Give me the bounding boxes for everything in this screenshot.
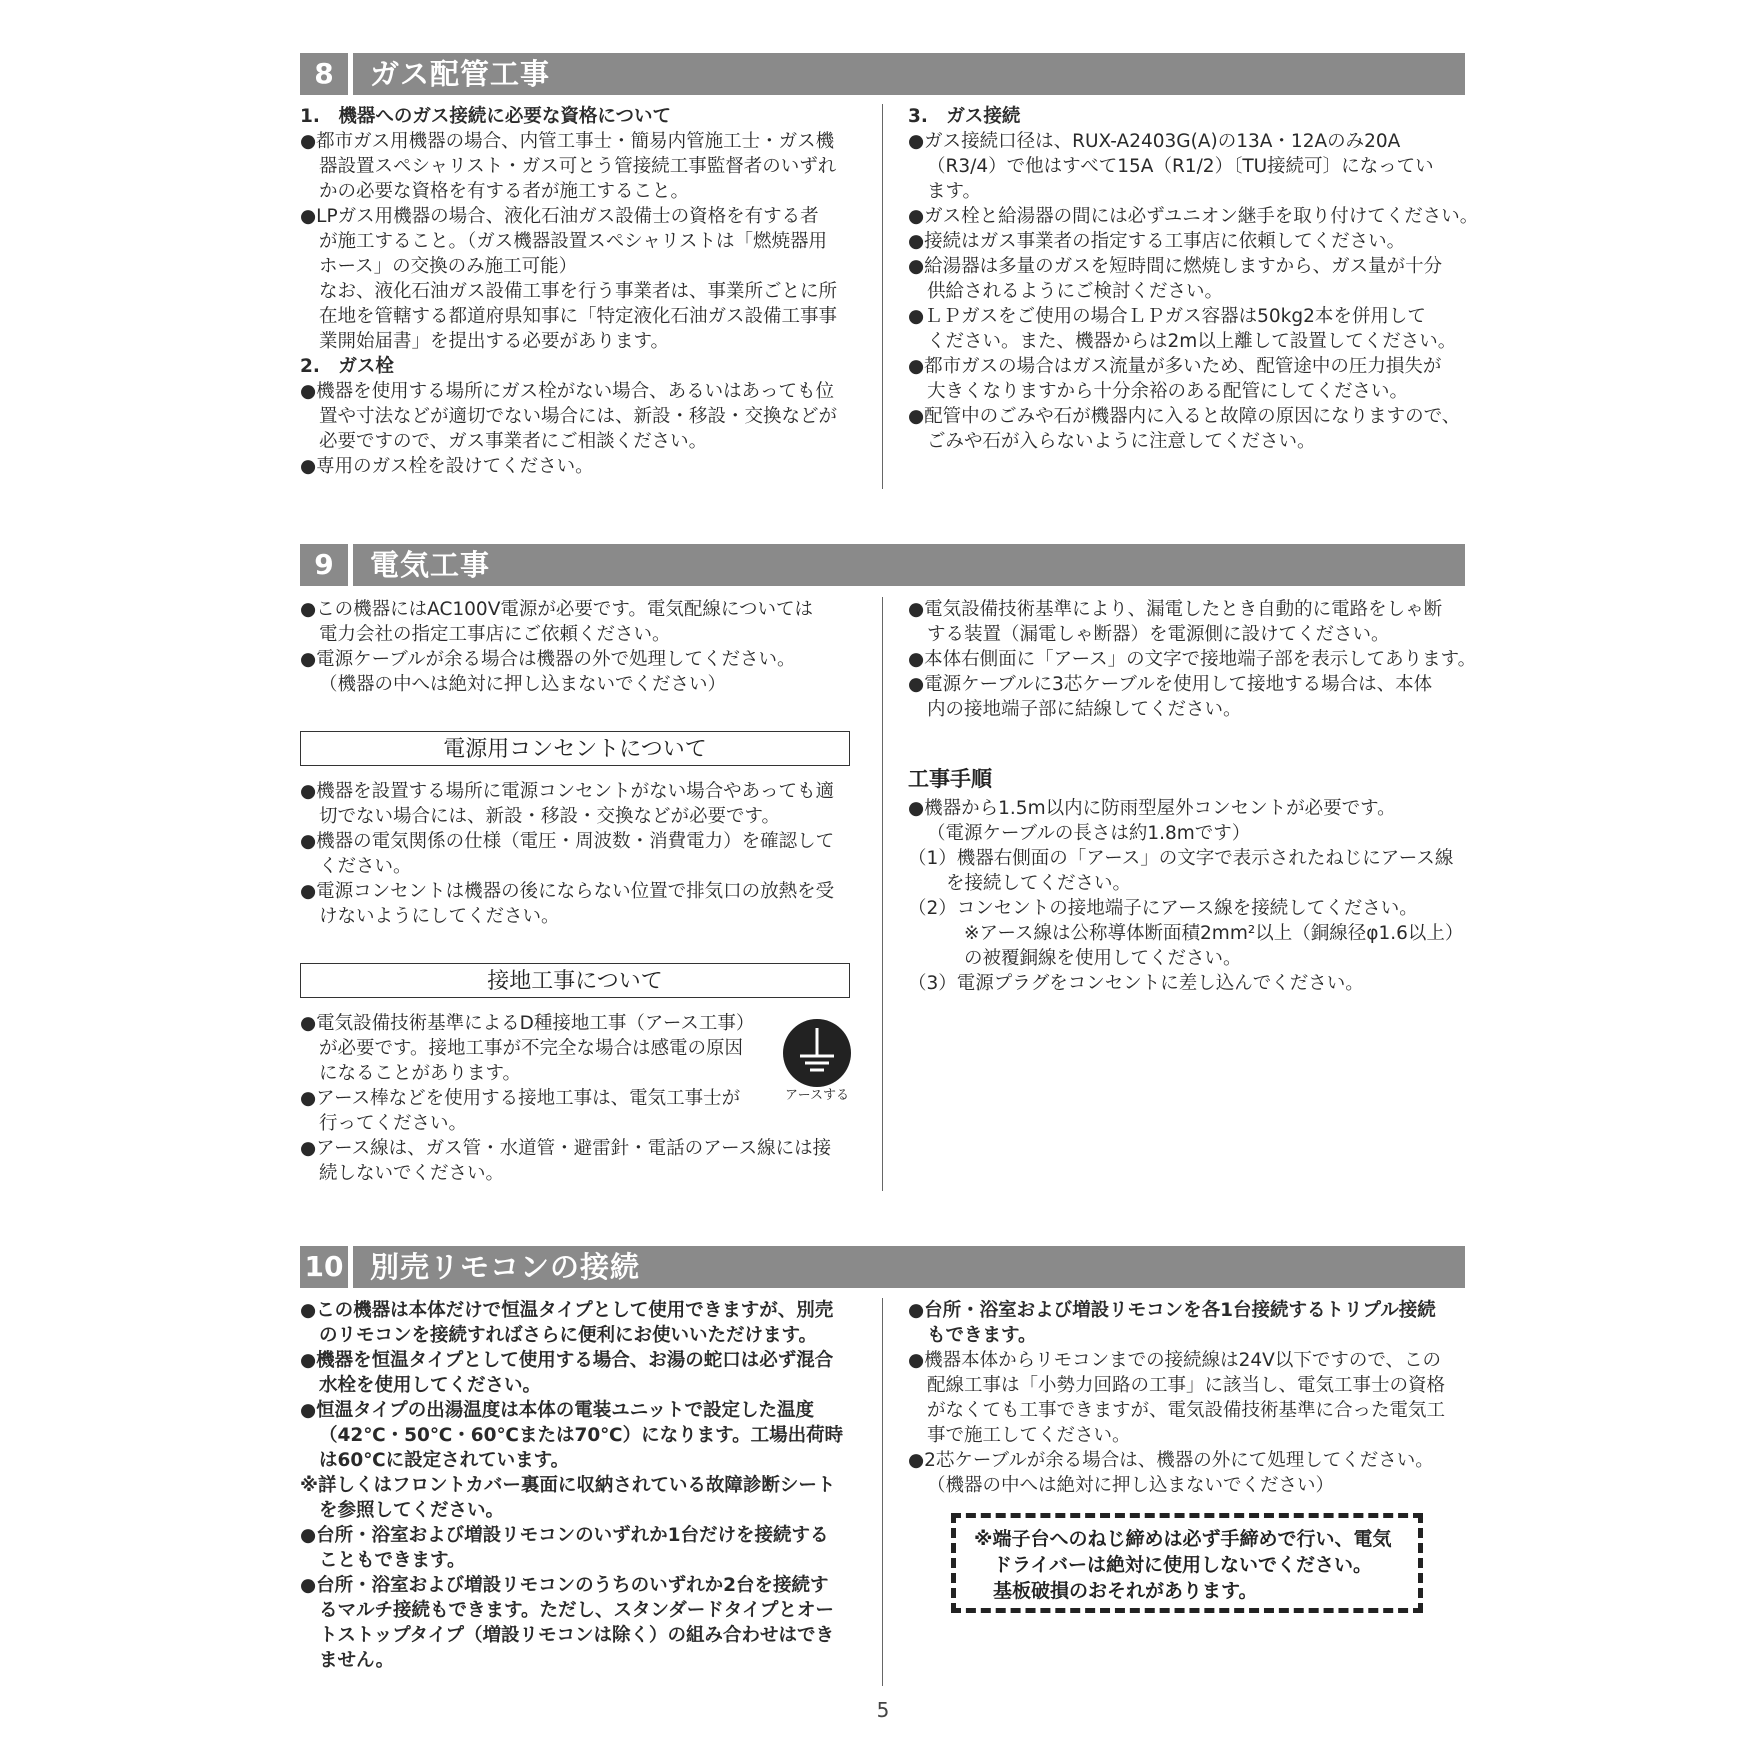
text-line: ごみや石が入らないように注意してください。 (927, 431, 1316, 452)
text-line: トストップタイプ（増設リモコンは除く）の組み合わせはでき (319, 1625, 835, 1646)
text-line: ●恒温タイプの出湯温度は本体の電装ユニットで設定した温度 (300, 1400, 814, 1421)
text-line: ●機器本体からリモコンまでの接続線は24V以下ですので、この (908, 1350, 1441, 1371)
text-line: （電源ケーブルの長さは約1.8mです） (927, 823, 1251, 844)
s9-left-intro (300, 597, 860, 697)
text-line: ●電源ケーブルが余る場合は機器の外で処理してください。 (300, 649, 796, 670)
text-line: ※詳しくはフロントカバー裏面に収納されている故障診断シート (300, 1475, 836, 1496)
earth-label: アースする (785, 1088, 849, 1103)
text-line: けないようにしてください。 (319, 906, 560, 927)
text-line: を参照してください。 (319, 1500, 505, 1521)
text-line: （2）コンセントの接地端子にアース線を接続してください。 (908, 898, 1418, 919)
text-line: ●台所・浴室および増設リモコンのいずれか1台だけを接続する (300, 1525, 829, 1546)
text-line: がなくても工事できますが、電気設備技術基準に合った電気工 (927, 1400, 1446, 1421)
text-line: 1. 機器へのガス接続に必要な資格について (300, 106, 672, 127)
text-line: ※端子台へのねじ締めは必ず手締めで行い、電気 (974, 1528, 1392, 1550)
text-line: 行ってください。 (319, 1113, 468, 1134)
text-line: は60℃に設定されています。 (319, 1450, 570, 1471)
text-line: の被覆銅線を使用してください。 (964, 948, 1242, 969)
text-line: 切でない場合には、新設・移設・交換などが必要です。 (319, 806, 781, 827)
text-line: ●機器の電気関係の仕様（電圧・周波数・消費電力）を確認して (300, 831, 835, 852)
ground-text (300, 1011, 860, 1186)
text-line: るマルチ接続もできます。ただし、スタンダードタイプとオー (319, 1600, 834, 1621)
text-line: ドライバーは絶対に使用しないでください。 (993, 1554, 1373, 1576)
text-line: （機器の中へは絶対に押し込まないでください） (319, 674, 727, 695)
text-line: ●2芯ケーブルが余る場合は、機器の外にて処理してください。 (908, 1450, 1434, 1471)
text-line: 水栓を使用してください。 (319, 1375, 542, 1396)
text-line: ●台所・浴室および増設リモコンのうちのいずれか2台を接続す (300, 1575, 829, 1596)
text-line: ●都市ガスの場合はガス流量が多いため、配管途中の圧力損失が (908, 356, 1442, 377)
text-line: ●専用のガス栓を設けてください。 (300, 456, 594, 477)
column-divider (882, 104, 883, 489)
section-title: ガス配管工事 (370, 57, 551, 91)
text-line: ●アース線は、ガス管・水道管・避雷針・電話のアース線には接 (300, 1138, 832, 1159)
text-line: ホース」の交換のみ施工可能） (319, 256, 578, 277)
text-line: ●機器を使用する場所にガス栓がない場合、あるいはあっても位 (300, 381, 834, 402)
text-line: 必要ですので、ガス事業者にご相談ください。 (319, 431, 708, 452)
text-line: が施工すること。（ガス機器設置スペシャリストは「燃焼器用 (319, 231, 828, 252)
column-divider (882, 597, 883, 1191)
text-line: が必要です。接地工事が不完全な場合は感電の原因 (319, 1038, 744, 1059)
outlet-text (300, 779, 860, 929)
text-line: ます。 (927, 181, 982, 202)
text-line: ●機器から1.5m以内に防雨型屋外コンセントが必要です。 (908, 798, 1396, 819)
text-line: ●電気設備技術基準により、漏電したとき自動的に電路をしゃ断 (908, 599, 1443, 620)
text-line: ●この機器にはAC100V電源が必要です。電気配線については (300, 599, 814, 620)
text-line: する装置（漏電しゃ断器）を電源側に設けてください。 (927, 624, 1390, 645)
text-line: かの必要な資格を有する者が施工すること。 (319, 181, 690, 202)
s10-right-column (908, 1298, 1478, 1498)
text-line: 3. ガス接続 (908, 106, 1021, 127)
text-line: （R3/4）で他はすべて15A（R1/2）〔TU接続可〕になってい (927, 156, 1434, 177)
section-title: 別売リモコンの接続 (370, 1250, 641, 1284)
text-line: 基板破損のおそれがあります。 (993, 1580, 1258, 1602)
text-line: ※アース線は公称導体断面積2mm²以上（銅線径φ1.6以上） (964, 923, 1464, 944)
text-line: ●LPガス用機器の場合、液化石油ガス設備士の資格を有する者 (300, 206, 819, 227)
text-line: 2. ガス栓 (300, 356, 394, 377)
text-line: 配線工事は「小勢力回路の工事」に該当し、電気工事士の資格 (927, 1375, 1446, 1396)
text-line: ●ガス栓と給湯器の間には必ずユニオン継手を取り付けてください。 (908, 206, 1479, 227)
page-number: 5 (876, 1698, 890, 1722)
section-header-10 (300, 1246, 1465, 1288)
section-title: 電気工事 (370, 548, 491, 582)
s8-left-column (300, 104, 860, 479)
text-line: （3）電源プラグをコンセントに差し込んでください。 (908, 973, 1364, 994)
text-line: ●本体右側面に「アース」の文字で接地端子部を表示してあります。 (908, 649, 1477, 670)
text-line: ●機器を設置する場所に電源コンセントがない場合やあっても適 (300, 781, 834, 802)
s9-right-intro (908, 597, 1478, 722)
text-line: のリモコンを接続すればさらに便利にお使いいただけます。 (319, 1325, 818, 1346)
text-line: ください。 (319, 856, 412, 877)
text-line: なお、液化石油ガス設備工事を行う事業者は、事業所ごとに所 (319, 281, 838, 302)
text-line: （1）機器右側面の「アース」の文字で表示されたねじにアース線 (908, 848, 1454, 869)
text-line: ●電源ケーブルに3芯ケーブルを使用して接地する場合は、本体 (908, 674, 1433, 695)
section-header-9 (300, 544, 1465, 586)
column-divider (882, 1298, 883, 1686)
text-line: ●電気設備技術基準によるD種接地工事（アース工事） (300, 1013, 755, 1034)
text-line: 電力会社の指定工事店にご依頼ください。 (319, 624, 671, 645)
text-line: ●ガス接続口径は、RUX-A2403G(A)の13A・12Aのみ20A (908, 131, 1401, 152)
text-line: ●この機器は本体だけで恒温タイプとして使用できますが、別売 (300, 1300, 834, 1321)
text-line: （機器の中へは絶対に押し込まないでください） (927, 1475, 1335, 1496)
text-line: ません。 (319, 1650, 395, 1671)
s8-right-column (908, 104, 1478, 454)
text-line: （42℃・50℃・60℃または70℃）になります。工場出荷時 (319, 1425, 844, 1446)
ground-heading: 接地工事について (300, 963, 850, 998)
text-line: ●電源コンセントは機器の後にならない位置で排気口の放熱を受 (300, 881, 835, 902)
text-line: 大きくなりますから十分余裕のある配管にしてください。 (927, 381, 1409, 402)
earth-ground-icon (782, 1018, 852, 1088)
text-line: ●機器を恒温タイプとして使用する場合、お湯の蛇口は必ず混合 (300, 1350, 834, 1371)
section-header-8 (300, 53, 1465, 95)
section-number: 9 (300, 544, 353, 586)
text-line: こともできます。 (319, 1550, 466, 1571)
outlet-heading: 電源用コンセントについて (300, 731, 850, 766)
text-line: になることがあります。 (319, 1063, 522, 1084)
section-number: 10 (300, 1246, 353, 1288)
text-line: ●ＬＰガスをご使用の場合ＬＰガス容器は50kg2本を併用して (908, 306, 1426, 327)
text-line: 業開始届書」を提出する必要があります。 (319, 331, 670, 352)
text-line: ●都市ガス用機器の場合、内管工事士・簡易内管施工士・ガス機 (300, 131, 835, 152)
text-line: ください。また、機器からは2m以上離して設置してください。 (927, 331, 1457, 352)
text-line: もできます。 (927, 1325, 1037, 1346)
procedure-text (908, 796, 1478, 996)
section-number: 8 (300, 53, 353, 95)
s10-left-column (300, 1298, 860, 1673)
text-line: 在地を管轄する都道府県知事に「特定液化石油ガス設備工事事 (319, 306, 838, 327)
procedure-heading: 工事手順 (908, 767, 992, 791)
text-line: 続しないでください。 (319, 1163, 505, 1184)
text-line: を接続してください。 (946, 873, 1132, 894)
text-line: ●給湯器は多量のガスを短時間に燃焼しますから、ガス量が十分 (908, 256, 1443, 277)
warning-note-box (951, 1513, 1423, 1613)
text-line: 置や寸法などが適切でない場合には、新設・移設・交換などが (319, 406, 838, 427)
text-line: ●台所・浴室および増設リモコンを各1台接続するトリプル接続 (908, 1300, 1436, 1321)
text-line: ●接続はガス事業者の指定する工事店に依頼してください。 (908, 231, 1406, 252)
text-line: ●配管中のごみや石が機器内に入ると故障の原因になりますので、 (908, 406, 1461, 427)
text-line: 供給されるようにご検討ください。 (927, 281, 1224, 302)
text-line: 内の接地端子部に結線してください。 (927, 699, 1242, 720)
text-line: 器設置スペシャリスト・ガス可とう管接続工事監督者のいずれ (319, 156, 837, 177)
text-line: ●アース棒などを使用する接地工事は、電気工事士が (300, 1088, 741, 1109)
text-line: 事で施工してください。 (927, 1425, 1131, 1446)
